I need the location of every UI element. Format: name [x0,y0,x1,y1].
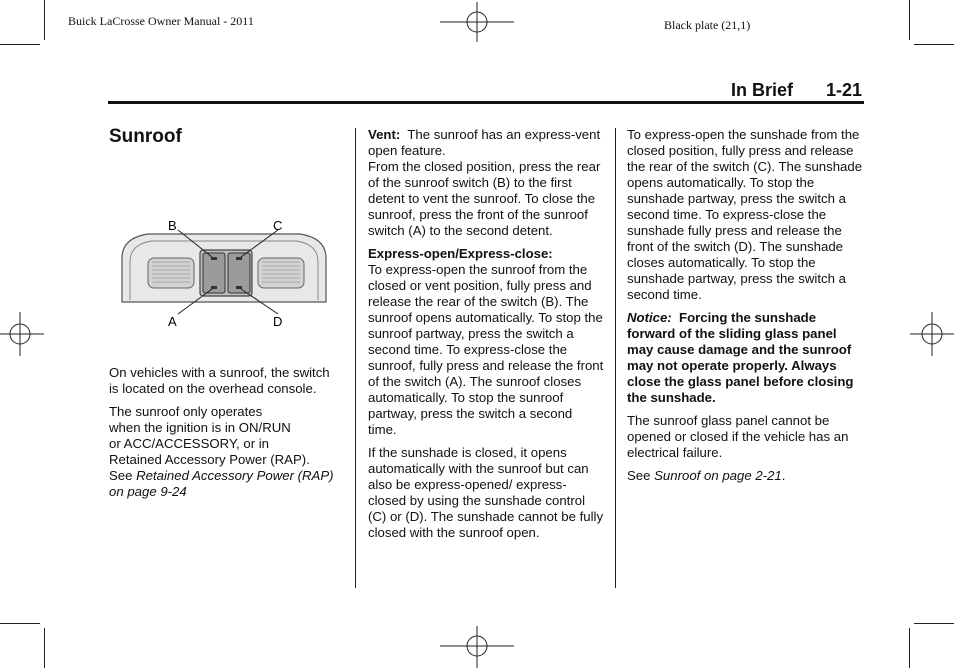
express-paragraph [368,246,604,262]
registration-mark-right [910,312,954,356]
intro-paragraph: On vehicles with a sunroof, the switch is located on the overhead console. [109,365,330,396]
see-paragraph [627,468,863,484]
crop-mark [0,623,40,624]
crop-mark [914,44,954,45]
column-1 [109,365,339,500]
overhead-console-illustration [108,210,340,330]
see-label: See [627,468,651,483]
registration-mark-top [440,2,514,46]
line: when the ignition is in ON/RUN [109,420,291,435]
cross-reference-link[interactable]: Retained Accessory Power (RAP) on page 9-24 [109,468,334,499]
notice-paragraph [627,310,863,406]
crop-mark [909,0,910,40]
manual-title: Buick LaCrosse Owner Manual - 2011 [68,14,254,28]
column-2 [368,127,604,548]
label-b: B [168,218,177,233]
cross-reference-link[interactable]: Sunroof on page 2-21 [654,468,782,483]
sunshade-express-paragraph: To express-open the sunshade from the closed position, fully press and release the rear of the switch (C). The sunshade opens automatically. To stop the sunshade partway, press the switch a second time. To express-close the sunshade fully press and release the front of the switch (D). The sunshade closes automatically. To stop the sunshade partway, press the switch a second time. [627,127,863,302]
notice-text: Forcing the sunshade forward of the sliding glass panel may cause damage and the sunroof may not operate properly. Always close the glass panel before closing the sunshade. [627,310,854,405]
ignition-paragraph [109,404,339,500]
registration-mark-left [0,312,44,356]
crop-mark [0,44,40,45]
overhead-console-figure [108,210,340,330]
page-title: Sunroof [109,126,182,147]
column-divider [355,128,356,588]
line: The sunroof only operates [109,404,263,419]
column-3 [627,127,863,491]
electrical-failure-paragraph: The sunroof glass panel cannot be opened or closed if the vehicle has an electrical failure. [627,413,849,460]
header-rule [108,101,864,104]
label-a: A [168,314,177,329]
page-number: 1-21 [826,80,863,100]
notice-label: Notice: [627,310,672,325]
section-name: In Brief [731,80,794,100]
express-body: To express-open the sunroof from the closed or vent position, fully press and release the rear of the switch (B). The sunroof opens automatically. To stop the sunroof partway, press the switch a second time. To express-close the sunroof, fully press and release the front of the switch (A). The sunroof closes automatically. To stop the sunroof partway, press the switch a second time. [368,262,604,437]
crop-mark [914,623,954,624]
vent-body: From the closed position, press the rear of the sunroof switch (B) to the first detent to vent the sunroof. To close the sunroof, press the front of the sunroof switch (A) to the second detent. [368,159,601,238]
period: . [781,468,786,483]
crop-mark [44,628,45,668]
column-divider [615,128,616,588]
see-label: See [109,468,133,483]
line: Retained Accessory Power (RAP). [109,452,310,467]
line: or ACC/ACCESSORY, or in [109,436,270,451]
express-label: Express-open/Express-close: [368,246,553,261]
crop-mark [44,0,45,40]
crop-mark [909,628,910,668]
registration-mark-bottom [440,626,514,668]
plate-label: Black plate (21,1) [664,18,751,32]
sunshade-paragraph: If the sunshade is closed, it opens automatically with the sunroof but can also be express-opened/ express-closed by using the sunshade control (C) or (D). The sunshade cannot be fully closed with the sunroof open. [368,445,604,540]
vent-paragraph [368,127,604,159]
label-c: C [273,218,283,233]
vent-label: Vent: [368,127,401,142]
vent-text: The sunroof has an express-vent open feature. [368,127,601,158]
label-d: D [273,314,283,329]
